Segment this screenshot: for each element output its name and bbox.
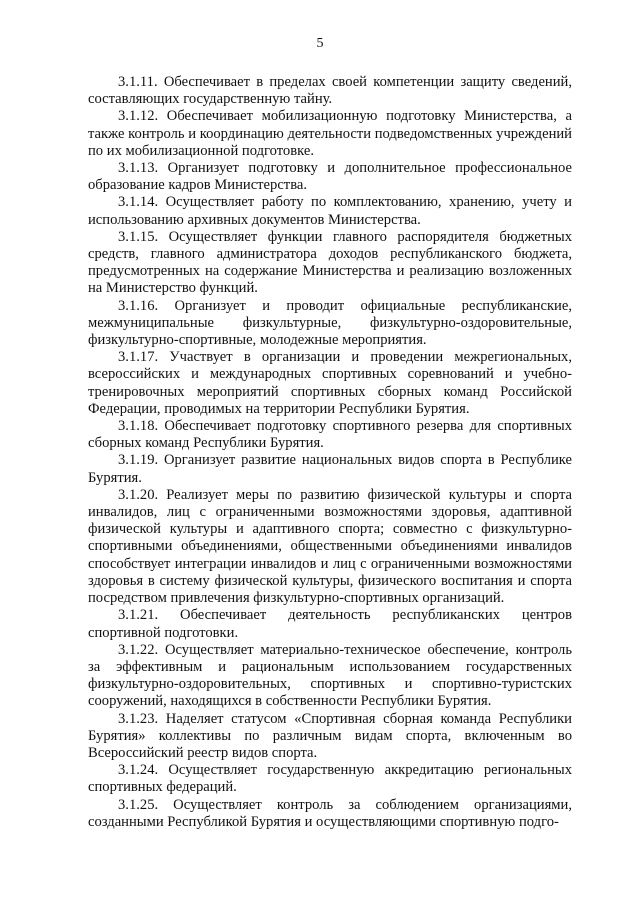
paragraph-3-1-12: 3.1.12. Обеспечивает мобилизационную подготовку Министерства, а также контроль и координацию деятельности подведомственных учреждений по их мобилизационной подготовке.	[88, 108, 572, 159]
paragraph-3-1-13: 3.1.13. Организует подготовку и дополнительное профессиональное образование кадров Министерства.	[88, 160, 572, 194]
paragraph-3-1-20: 3.1.20. Реализует меры по развитию физической культуры и спорта инвалидов, лиц с ограниченными возможностями здоровья, адаптивной физической культуры и адаптивного спорта; совместно с физкультурно-спортивными объединениями, общественными объединениями инвалидов способствует интеграции инвалидов и лиц с ограниченными возможностями здоровья в систему физической культуры, физического воспитания и спорта посредством привлечения физкультурно-спортивных организаций.	[88, 486, 572, 607]
paragraph-3-1-22: 3.1.22. Осуществляет материально-техническое обеспечение, контроль за эффективным и рациональным использованием государственных физкультурно-оздоровительных, спортивных и спортивно-туристских сооружений, находящихся в собственности Республики Бурятия.	[88, 641, 572, 710]
paragraph-3-1-14: 3.1.14. Осуществляет работу по комплектованию, хранению, учету и использованию архивных документов Министерства.	[88, 194, 572, 228]
paragraph-3-1-18: 3.1.18. Обеспечивает подготовку спортивного резерва для спортивных сборных команд Республики Бурятия.	[88, 418, 572, 452]
paragraph-3-1-21: 3.1.21. Обеспечивает деятельность республиканских центров спортивной подготовки.	[88, 607, 572, 641]
paragraph-3-1-15: 3.1.15. Осуществляет функции главного распорядителя бюджетных средств, главного администратора доходов республиканского бюджета, предусмотренных на содержание Министерства и реализацию возложенных на Министерство функций.	[88, 228, 572, 297]
paragraph-3-1-24: 3.1.24. Осуществляет государственную аккредитацию региональных спортивных федераций.	[88, 762, 572, 796]
paragraph-3-1-23: 3.1.23. Наделяет статусом «Спортивная сборная команда Республики Бурятия» коллективы по различным видам спорта, включенным во Всероссийский реестр видов спорта.	[88, 710, 572, 761]
paragraph-3-1-19: 3.1.19. Организует развитие национальных видов спорта в Республике Бурятия.	[88, 452, 572, 486]
paragraph-3-1-11: 3.1.11. Обеспечивает в пределах своей компетенции защиту сведений, составляющих государственную тайну.	[88, 74, 572, 108]
paragraph-3-1-16: 3.1.16. Организует и проводит официальные республиканские, межмуниципальные физкультурные, физкультурно-оздоровительные, физкультурно-спортивные, молодежные мероприятия.	[88, 297, 572, 349]
paragraph-3-1-25: 3.1.25. Осуществляет контроль за соблюдением организациями, созданными Республикой Бурятия и осуществляющими спортивную подго-	[88, 796, 572, 830]
paragraph-3-1-17: 3.1.17. Участвует в организации и проведении межрегиональных, всероссийских и международных спортивных соревнований и учебно-тренировочных мероприятий спортивных сборных команд Российской Федерации, проводимых на территории Республики Бурятия.	[88, 349, 572, 417]
page-number: 5	[316, 36, 324, 51]
document-body	[88, 74, 572, 831]
